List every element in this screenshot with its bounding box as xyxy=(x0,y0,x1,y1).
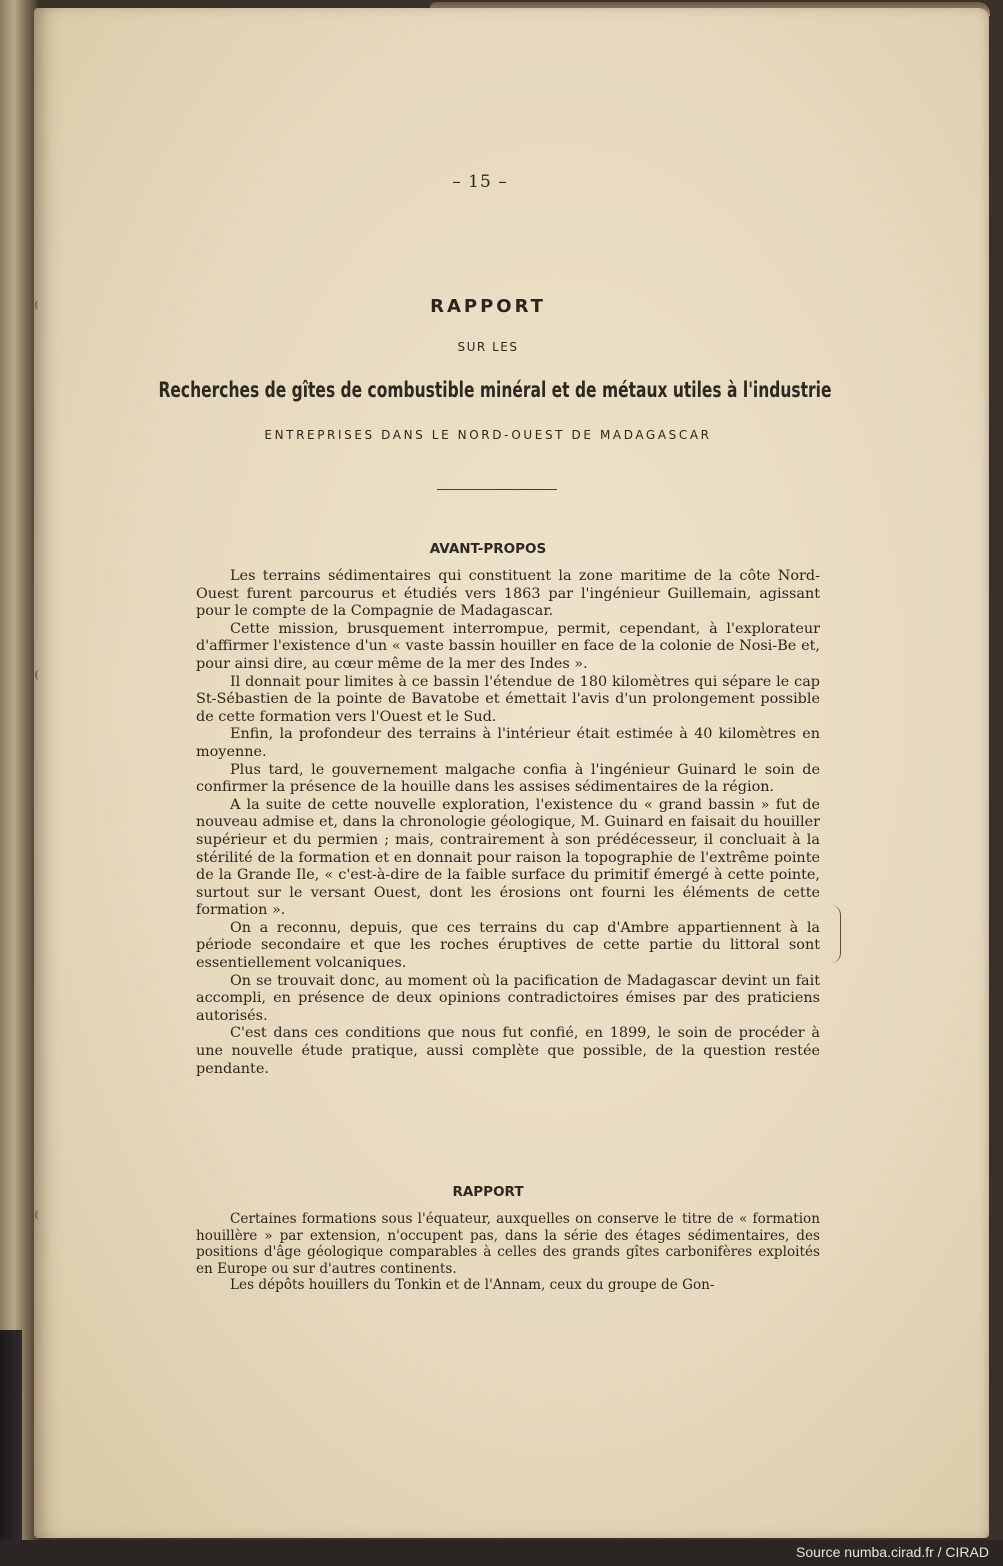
paragraph: Cette mission, brusquement interrompue, permit, cependant, à l'explorateur d'affirmer l'existence d'un « vaste bassin houiller en face de la colonie de Nosi-Be et, pour ainsi dire, au cœur même de la mer des Indes ». xyxy=(196,620,820,672)
paragraph: Les terrains sédimentaires qui constituent la zone maritime de la côte Nord-Ouest furent parcourus et étudiés vers 1863 par l'ingénieur Guillemain, agissant pour le compte de la Compagnie de Madagascar. xyxy=(196,568,820,620)
rapport-body xyxy=(196,1211,820,1294)
paragraph: On a reconnu, depuis, que ces terrains du cap d'Ambre appartiennent à la période secondaire et que les roches éruptives de cette partie du littoral sont essentiellement volcaniques. xyxy=(196,919,820,972)
margin-annotation-bracket xyxy=(828,905,841,963)
paragraph: C'est dans ces conditions que nous fut confié, en 1899, le soin de procéder à une nouvelle étude pratique, aussi complète que possible, de la question restée pendante. xyxy=(196,1025,820,1077)
paragraph: Enfin, la profondeur des terrains à l'intérieur était estimée à 40 kilomètres en moyenne. xyxy=(196,726,820,760)
avant-propos-body xyxy=(196,568,820,1078)
paragraph: Les dépôts houillers du Tonkin et de l'Annam, ceux du groupe de Gon- xyxy=(230,1277,715,1294)
main-heading: Recherches de gîtes de combustible minéral et de métaux utiles à l'industrie xyxy=(158,378,832,402)
source-credit: Source numba.cirad.fr / CIRAD xyxy=(796,1544,989,1560)
paragraph: A la suite de cette nouvelle exploration, l'existence du « grand bassin » fut de nouveau admise et, dans la chronologie géologique, M. Guinard en faisait du houiller supérieur et du permien ; mais, contrairement à son prédécesseur, il concluait à la stérilité de la formation et en donnait pour raison la topographie de l'extrême pointe de la Grande Ile, « c'est-à-dire de la faible surface du primitif émergé à cette pointe, surtout sur le versant Ouest, dont les érosions ont fourni les éléments de cette formation ». xyxy=(196,796,820,919)
report-title: RAPPORT xyxy=(430,296,546,317)
paragraph: Certaines formations sous l'équateur, auxquelles on conserve le titre de « formation houillère » par extension, n'occupent pas, dans la série des étages sédimentaires, des positions d'âge géologique comparables à celles des grands gîtes carbonifères exploités en Europe ou sur d'autres continents. xyxy=(196,1211,820,1277)
paragraph: Il donnait pour limites à ce bassin l'étendue de 180 kilomètres qui sépare le cap St-Sébastien de la pointe de Bavatobe et émettait l'avis d'un prolongement possible de cette formation vers l'Ouest et le Sud. xyxy=(196,673,820,725)
subheading: ENTREPRISES DANS LE NORD-OUEST DE MADAGASCAR xyxy=(264,428,712,442)
page-number: – 15 – xyxy=(452,172,508,192)
section-heading-rapport: RAPPORT xyxy=(452,1184,524,1200)
paragraph: Plus tard, le gouvernement malgache confia à l'ingénieur Guinard le soin de confirmer la présence de la houille dans les assises sédimentaires de la région. xyxy=(196,761,820,796)
title-divider xyxy=(437,489,557,490)
paragraph: On se trouvait donc, au moment où la pacification de Madagascar devint un fait accompli, en présence de deux opinions contradictoires émises par des praticiens autorisés. xyxy=(196,972,820,1024)
report-title-connector: SUR LES xyxy=(457,340,519,354)
section-heading-avant-propos: AVANT-PROPOS xyxy=(429,541,547,557)
